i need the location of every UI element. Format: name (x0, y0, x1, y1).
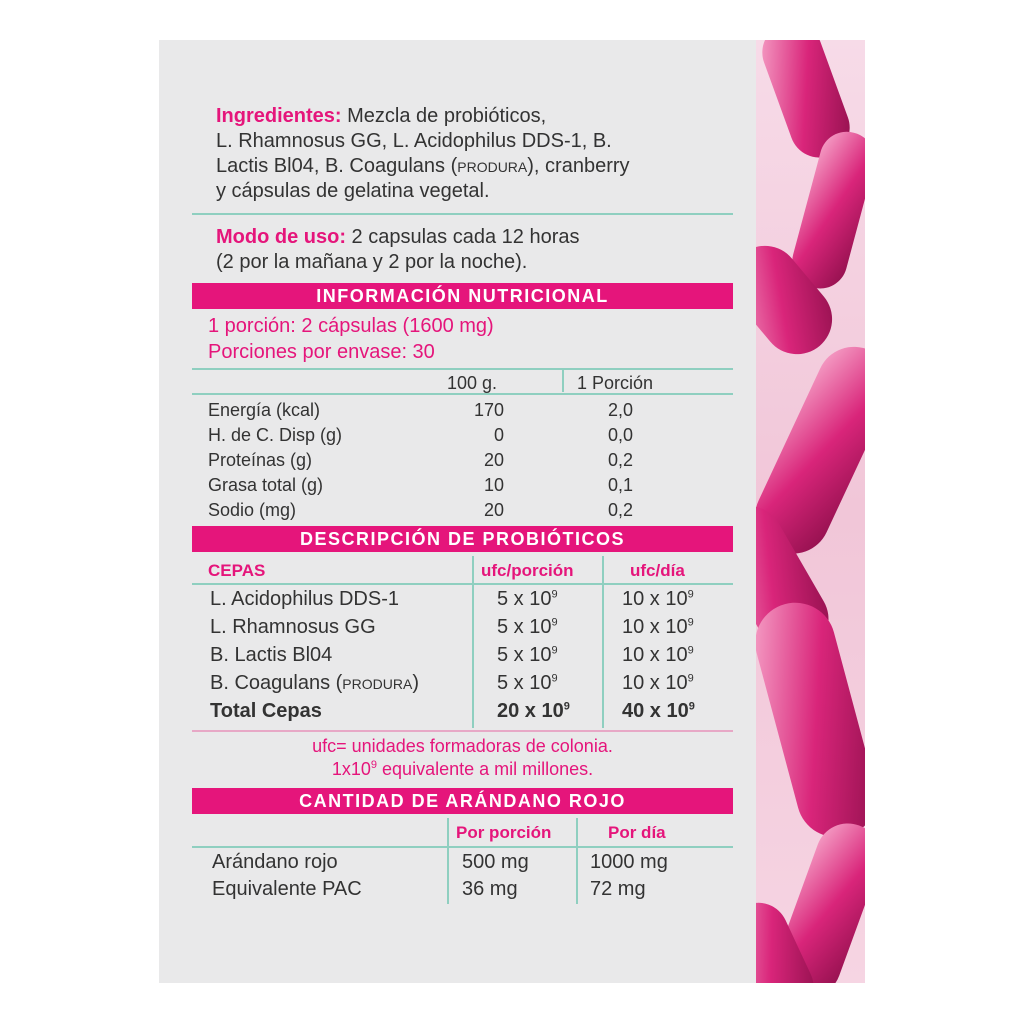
probiotics-col-per-serving: ufc/porción (481, 561, 574, 580)
column-divider (472, 556, 474, 728)
divider (192, 583, 733, 585)
ufc-note2 (192, 758, 733, 780)
strain-name: B. Lactis Bl04 (210, 644, 333, 666)
divider (192, 846, 733, 848)
exponent: 9 (688, 700, 695, 713)
ingredients-text1: Mezcla de probióticos, (347, 105, 547, 127)
servings-per-container: Porciones por envase: 30 (208, 341, 435, 363)
probiotics-col-strains: CEPAS (208, 561, 266, 580)
column-divider (562, 370, 564, 392)
nutrition-row-per-serving: 2,0 (608, 400, 634, 420)
exponent: 9 (687, 616, 694, 629)
strain-per-day-value: 10 x 10 (622, 672, 688, 694)
exponent: 9 (687, 588, 694, 601)
strain-name (210, 671, 419, 696)
exponent: 9 (551, 644, 558, 657)
strain-per-day-value: 10 x 10 (622, 644, 688, 666)
total-per-day-value: 40 x 10 (622, 700, 689, 722)
cranberry-row-name: Arándano rojo (212, 851, 338, 873)
column-divider (447, 818, 449, 904)
column-divider (602, 556, 604, 728)
cranberry-col-per-serving: Por porción (456, 823, 552, 842)
cranberry-row-per-day: 1000 mg (590, 851, 668, 873)
ingredients-line1 (216, 104, 546, 129)
bacteria-illustration (756, 40, 865, 983)
strain-per-serving (497, 587, 558, 611)
nutrition-row-name: Energía (kcal) (208, 400, 321, 420)
exponent: 9 (551, 616, 558, 629)
ingredients-produra: PRODURA (457, 159, 528, 175)
ingredients-text3c: ), cranberry (527, 155, 630, 177)
ingredients-line2: L. Rhamnosus GG, L. Acidophilus DDS-1, B. (216, 130, 612, 152)
strain-name-produra: PRODURA (342, 676, 413, 692)
exponent: 9 (563, 700, 570, 713)
strain-per-day (622, 643, 694, 667)
bacteria-image (756, 40, 865, 983)
cranberry-row-name: Equivalente PAC (212, 878, 362, 900)
divider (192, 730, 733, 732)
nutrition-row-per-serving: 0,0 (608, 425, 634, 445)
nutrition-row-per100: 170 (473, 400, 504, 420)
exponent: 9 (687, 644, 694, 657)
strain-per-serving (497, 671, 558, 695)
nutrition-row-name: Grasa total (g) (208, 475, 324, 495)
nutrition-banner: INFORMACIÓN NUTRICIONAL (192, 283, 733, 309)
cranberry-banner: CANTIDAD DE ARÁNDANO ROJO (192, 788, 733, 814)
ufc-note2-a: 1x10 (331, 759, 371, 779)
total-per-serving-value: 20 x 10 (497, 700, 564, 722)
cranberry-row-per-serving: 500 mg (462, 851, 529, 873)
nutrition-row-per100: 20 (483, 450, 504, 470)
strain-name: L. Rhamnosus GG (210, 616, 376, 638)
strain-per-day-value: 10 x 10 (622, 616, 688, 638)
nutrition-row-per-serving: 0,1 (608, 475, 634, 495)
total-strains-name: Total Cepas (210, 700, 322, 722)
strain-name: L. Acidophilus DDS-1 (210, 588, 399, 610)
ingredients-text3a: Lactis Bl04, B. Coagulans ( (216, 155, 458, 177)
strain-per-serving-value: 5 x 10 (497, 616, 552, 638)
strain-per-day (622, 671, 694, 695)
strain-per-day (622, 615, 694, 639)
probiotics-banner: DESCRIPCIÓN DE PROBIÓTICOS (192, 526, 733, 552)
total-per-day (622, 699, 695, 723)
total-per-serving (497, 699, 570, 723)
nutrition-row-name: Proteínas (g) (208, 450, 313, 470)
probiotics-col-per-day: ufc/día (630, 561, 685, 580)
strain-per-serving (497, 615, 558, 639)
strain-per-serving-value: 5 x 10 (497, 644, 552, 666)
usage-label: Modo de uso: (216, 226, 346, 248)
strain-name-text: B. Coagulans ( (210, 672, 343, 694)
usage-text1: 2 capsulas cada 12 horas (351, 226, 580, 248)
cranberry-row-per-day: 72 mg (590, 878, 646, 900)
nutrition-row-per100: 0 (493, 425, 504, 445)
strain-per-day-value: 10 x 10 (622, 588, 688, 610)
ingredients-line3 (216, 154, 630, 180)
ingredients-line4: y cápsulas de gelatina vegetal. (216, 180, 490, 202)
nutrition-row-name: H. de C. Disp (g) (208, 425, 343, 445)
nutrition-col-100g: 100 g. (447, 373, 498, 393)
nutrition-row-per-serving: 0,2 (608, 500, 634, 520)
strain-per-serving-value: 5 x 10 (497, 588, 552, 610)
exponent: 9 (687, 672, 694, 685)
exponent: 9 (551, 588, 558, 601)
strain-name-end: ) (412, 672, 419, 694)
divider (192, 213, 733, 215)
cranberry-row-per-serving: 36 mg (462, 878, 518, 900)
divider (192, 368, 733, 370)
ingredients-label: Ingredientes: (216, 105, 342, 127)
divider (192, 393, 733, 395)
serving-size: 1 porción: 2 cápsulas (1600 mg) (208, 315, 494, 337)
strain-per-serving-value: 5 x 10 (497, 672, 552, 694)
strain-per-day (622, 587, 694, 611)
cranberry-col-per-day: Por día (608, 823, 666, 842)
nutrition-col-serving: 1 Porción (577, 373, 654, 393)
exponent: 9 (551, 672, 558, 685)
nutrition-row-per100: 20 (483, 500, 504, 520)
nutrition-row-per100: 10 (483, 475, 504, 495)
exponent: 9 (370, 759, 378, 771)
column-divider (576, 818, 578, 904)
ufc-note1: ufc= unidades formadoras de colonia. (312, 736, 613, 756)
nutrition-row-per-serving: 0,2 (608, 450, 634, 470)
strain-per-serving (497, 643, 558, 667)
usage-line1 (216, 225, 579, 250)
usage-line2: (2 por la mañana y 2 por la noche). (216, 251, 528, 273)
nutrition-row-name: Sodio (mg) (208, 500, 297, 520)
ufc-note2-b: equivalente a mil millones. (377, 759, 594, 779)
